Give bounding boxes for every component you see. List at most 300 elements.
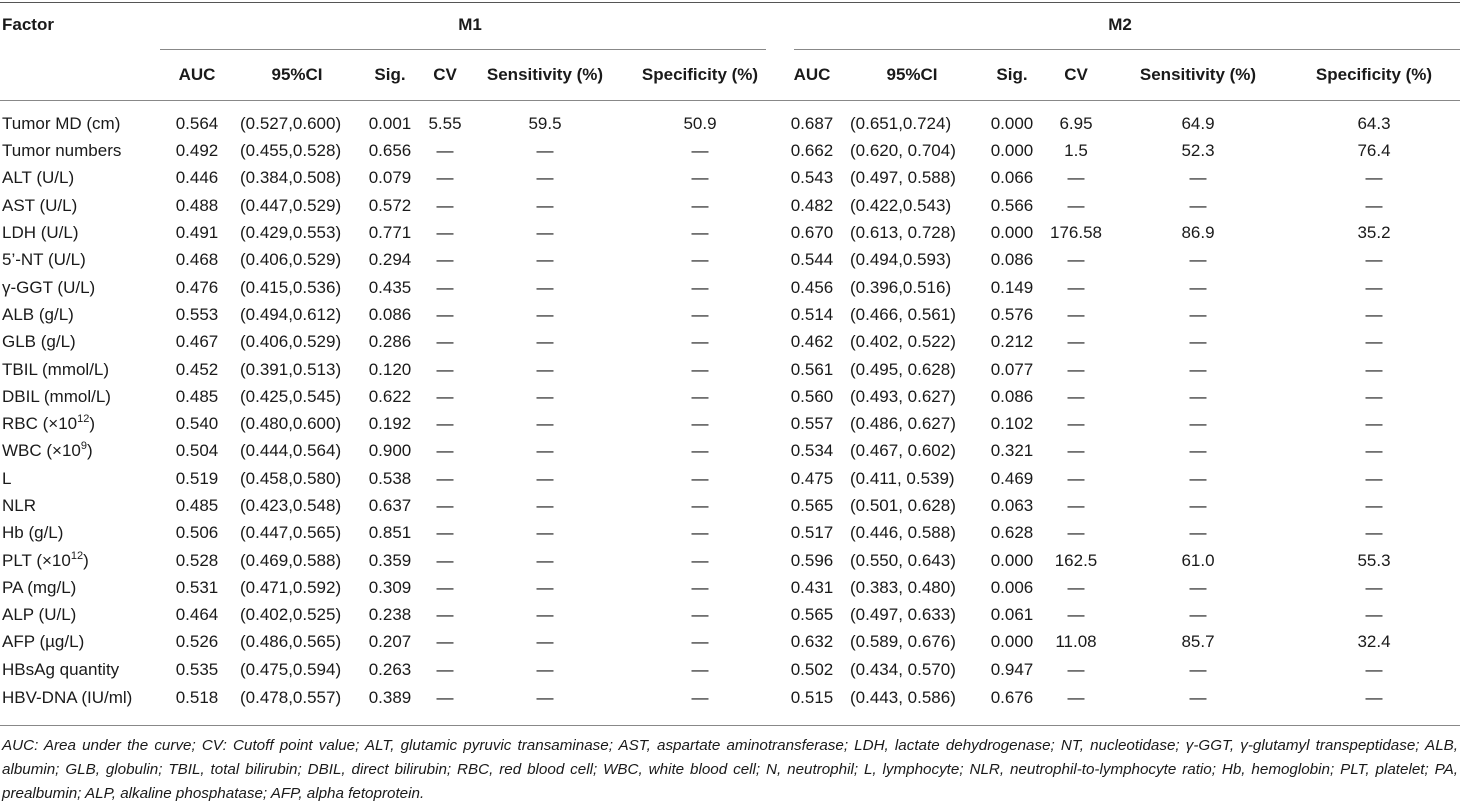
- m1-ci-cell: (0.423,0.548): [240, 496, 342, 515]
- m1-auc-cell: 0.528: [175, 550, 219, 570]
- m2-ci-cell: (0.495, 0.628): [850, 359, 956, 379]
- m2-ci-cell: (0.501, 0.628): [850, 496, 956, 515]
- factor-cell: [0, 383, 160, 410]
- m2-specificity-cell: 35.2: [1357, 223, 1391, 243]
- m2-specificity-cell: —: [1365, 250, 1383, 270]
- m1-specificity-cell: —: [691, 441, 709, 461]
- m1-sig-cell: 0.656: [368, 141, 412, 161]
- m2-auc-cell: 0.632: [790, 632, 834, 652]
- table-row: [0, 383, 1460, 410]
- m2-specificity-cell: —: [1365, 386, 1383, 406]
- m2-auc-cell: 0.670: [790, 223, 834, 243]
- m1-specificity-cell: —: [691, 195, 709, 215]
- m2-cv-cell: —: [1067, 332, 1085, 352]
- m1-specificity-cell: —: [691, 168, 709, 188]
- m2-sig-cell: 0.576: [990, 304, 1034, 324]
- m2-sig-cell: 0.000: [990, 632, 1034, 652]
- m1-sig-cell: 0.359: [368, 550, 412, 570]
- m1-cv-cell: —: [436, 223, 454, 243]
- m1-specificity-cell: —: [691, 550, 709, 570]
- m1-specificity-cell: —: [691, 250, 709, 270]
- m1-specificity-cell: 50.9: [683, 113, 717, 133]
- m2-sensitivity-cell: 61.0: [1181, 550, 1215, 570]
- m2-cv-cell: —: [1067, 195, 1085, 215]
- factor-label: TBIL (mmol/L): [2, 359, 110, 379]
- m1-auc-cell: 0.464: [175, 605, 219, 625]
- m1-auc-cell: 0.485: [175, 386, 219, 406]
- factor-cell: [0, 574, 160, 601]
- table-row: [0, 328, 1460, 355]
- m1-ci-cell: (0.402,0.525): [240, 605, 342, 625]
- factor-label: AST (U/L): [2, 195, 78, 215]
- m1-auc-cell: 0.553: [175, 304, 219, 324]
- factor-cell: [0, 465, 160, 492]
- m1-specificity-cell: —: [691, 468, 709, 488]
- bottom-rule: [0, 725, 1460, 726]
- m1-cv-cell: 5.55: [428, 113, 462, 133]
- group-header-m1: M1: [160, 0, 780, 50]
- factor-label: HBsAg quantity: [2, 659, 120, 679]
- factor-cell: [0, 656, 160, 683]
- m2-sig-cell: 0.628: [990, 523, 1034, 543]
- m1-auc-cell: 0.468: [175, 250, 219, 270]
- m1-cv-cell: —: [436, 659, 454, 679]
- m2-auc-cell: 0.565: [790, 605, 834, 625]
- m2-auc-cell: 0.475: [790, 468, 834, 488]
- m2-sig-cell: 0.006: [990, 577, 1034, 597]
- m1-sensitivity-cell: —: [536, 632, 554, 652]
- m1-specificity-cell: —: [691, 496, 709, 515]
- m1-sensitivity-cell: —: [536, 332, 554, 352]
- factor-label: Tumor MD (cm): [2, 113, 121, 133]
- m2-sig-cell: 0.000: [990, 550, 1034, 570]
- m2-ci-cell: (0.396,0.516): [850, 277, 952, 297]
- factor-cell: [0, 101, 160, 138]
- m1-sig-cell: 0.771: [368, 223, 412, 243]
- factor-suffix: ): [83, 550, 89, 570]
- m1-sig-cell: 0.435: [368, 277, 412, 297]
- m2-sig-cell: 0.469: [990, 468, 1034, 488]
- m2-sig-cell: 0.102: [990, 414, 1034, 434]
- factor-label: L: [2, 468, 12, 488]
- m2-ci-cell: (0.497, 0.633): [850, 605, 956, 625]
- m1-auc-cell: 0.452: [175, 359, 219, 379]
- m1-sig-cell: 0.294: [368, 250, 412, 270]
- m1-sig-cell: 0.637: [368, 496, 412, 515]
- m2-specificity-cell: —: [1365, 414, 1383, 434]
- m1-sensitivity-cell: —: [536, 168, 554, 188]
- m1-cv-cell: —: [436, 468, 454, 488]
- m1-ci-cell: (0.455,0.528): [240, 141, 342, 161]
- factor-label: PA (mg/L): [2, 577, 77, 597]
- m2-cv-cell: —: [1067, 659, 1085, 679]
- m1-cv-cell: —: [436, 359, 454, 379]
- m2-specificity-cell: 55.3: [1357, 550, 1391, 570]
- m1-sensitivity-cell: —: [536, 195, 554, 215]
- factor-exponent: 12: [77, 413, 90, 426]
- m1-sig-cell: 0.572: [368, 195, 412, 215]
- m1-specificity-cell: —: [691, 632, 709, 652]
- m1-cv-cell: —: [436, 195, 454, 215]
- m2-auc-cell: 0.543: [790, 168, 834, 188]
- m1-ci-cell: (0.480,0.600): [240, 414, 342, 434]
- m2-sig-cell: 0.000: [990, 223, 1034, 243]
- m1-cv-cell: —: [436, 414, 454, 434]
- table-row: [0, 219, 1460, 246]
- m1-ci-cell: (0.384,0.508): [240, 168, 342, 188]
- factor-suffix: ): [89, 414, 96, 434]
- m2-cv-cell: —: [1067, 468, 1085, 488]
- m1-ci-cell: (0.447,0.529): [240, 195, 342, 215]
- m2-specificity-cell: —: [1365, 332, 1383, 352]
- m2-cv-cell: —: [1067, 688, 1085, 708]
- m1-sig-cell: 0.120: [368, 359, 412, 379]
- m2-sensitivity-cell: —: [1189, 168, 1207, 188]
- m1-cv-cell: —: [436, 550, 454, 570]
- m1-sensitivity-cell: —: [536, 414, 554, 434]
- m1-auc-cell: 0.531: [175, 577, 219, 597]
- m1-sensitivity-cell: —: [536, 577, 554, 597]
- table-row: [0, 137, 1460, 164]
- table-row: [0, 628, 1460, 655]
- m1-specificity-cell: —: [691, 577, 709, 597]
- m2-specificity-cell: —: [1365, 168, 1383, 188]
- m1-sensitivity-cell: —: [536, 550, 554, 570]
- m1-sig-cell: 0.900: [368, 441, 412, 461]
- m1-sig-cell: 0.622: [368, 386, 412, 406]
- factor-cell: [0, 137, 160, 164]
- m2-sensitivity-cell: —: [1189, 605, 1207, 625]
- column-header-ci: 95%CI: [234, 50, 360, 101]
- m1-cv-cell: —: [436, 250, 454, 270]
- m1-ci-cell: (0.494,0.612): [240, 304, 342, 324]
- factor-label: NLR: [2, 496, 37, 515]
- m2-specificity-cell: —: [1365, 688, 1383, 708]
- m1-ci-cell: (0.391,0.513): [240, 359, 342, 379]
- m2-specificity-cell: —: [1365, 605, 1383, 625]
- m1-sensitivity-cell: —: [536, 277, 554, 297]
- m1-sensitivity-cell: —: [536, 441, 554, 461]
- m1-sig-cell: 0.389: [368, 688, 412, 708]
- m1-sig-cell: 0.192: [368, 414, 412, 434]
- m2-ci-cell: (0.497, 0.588): [850, 168, 956, 188]
- m2-cv-cell: 6.95: [1059, 113, 1093, 133]
- m1-sensitivity-cell: —: [536, 304, 554, 324]
- table-row: [0, 574, 1460, 601]
- m2-cv-cell: —: [1067, 577, 1085, 597]
- factor-cell: [0, 410, 160, 437]
- m2-auc-cell: 0.502: [790, 659, 834, 679]
- m1-sensitivity-cell: —: [536, 523, 554, 543]
- m1-specificity-cell: —: [691, 277, 709, 297]
- m2-specificity-cell: 32.4: [1357, 632, 1391, 652]
- m1-sig-cell: 0.001: [368, 113, 412, 133]
- m1-ci-cell: (0.486,0.565): [240, 632, 342, 652]
- m2-ci-cell: (0.589, 0.676): [850, 632, 956, 652]
- m2-auc-cell: 0.662: [790, 141, 834, 161]
- m2-cv-cell: —: [1067, 386, 1085, 406]
- m1-cv-cell: —: [436, 304, 454, 324]
- m1-sensitivity-cell: 59.5: [528, 113, 562, 133]
- m1-auc-cell: 0.506: [175, 523, 219, 543]
- m2-specificity-cell: —: [1365, 441, 1383, 461]
- m2-sig-cell: 0.566: [990, 195, 1034, 215]
- factor-cell: [0, 164, 160, 191]
- m2-specificity-cell: —: [1365, 523, 1383, 543]
- factor-cell: [0, 683, 160, 721]
- m2-specificity-cell: —: [1365, 496, 1383, 515]
- m2-ci-cell: (0.466, 0.561): [850, 304, 956, 324]
- m2-sensitivity-cell: —: [1189, 332, 1207, 352]
- table-row: [0, 437, 1460, 464]
- m2-auc-cell: 0.557: [790, 414, 834, 434]
- m2-auc-cell: 0.534: [790, 441, 834, 461]
- m2-cv-cell: —: [1067, 250, 1085, 270]
- m2-sensitivity-cell: 85.7: [1181, 632, 1215, 652]
- m1-specificity-cell: —: [691, 141, 709, 161]
- m2-ci-cell: (0.422,0.543): [850, 195, 952, 215]
- table-row: [0, 273, 1460, 300]
- m1-sensitivity-cell: —: [536, 688, 554, 708]
- m1-sensitivity-cell: —: [536, 468, 554, 488]
- m1-sensitivity-cell: —: [536, 141, 554, 161]
- table-row: [0, 164, 1460, 191]
- m1-ci-cell: (0.469,0.588): [240, 550, 342, 570]
- m2-ci-cell: (0.446, 0.588): [850, 523, 956, 543]
- m2-sig-cell: 0.063: [990, 496, 1034, 515]
- m2-auc-cell: 0.456: [790, 277, 834, 297]
- m2-sensitivity-cell: —: [1189, 441, 1207, 461]
- m2-sensitivity-cell: —: [1189, 577, 1207, 597]
- m2-ci-cell: (0.493, 0.627): [850, 386, 956, 406]
- factor-label: ALT (U/L): [2, 168, 75, 188]
- m1-cv-cell: —: [436, 496, 454, 515]
- table-row: [0, 410, 1460, 437]
- m1-sig-cell: 0.238: [368, 605, 412, 625]
- m1-cv-cell: —: [436, 688, 454, 708]
- m1-ci-cell: (0.425,0.545): [240, 386, 342, 406]
- m1-specificity-cell: —: [691, 359, 709, 379]
- m2-sig-cell: 0.676: [990, 688, 1034, 708]
- m1-specificity-cell: —: [691, 304, 709, 324]
- table-body: [0, 101, 1460, 721]
- m2-cv-cell: —: [1067, 496, 1085, 515]
- table-row: [0, 683, 1460, 721]
- m1-sensitivity-cell: —: [536, 359, 554, 379]
- m1-ci-cell: (0.429,0.553): [240, 223, 342, 243]
- factor-label: DBIL (mmol/L): [2, 386, 111, 406]
- m2-sig-cell: 0.000: [990, 141, 1034, 161]
- m2-sensitivity-cell: —: [1189, 688, 1207, 708]
- m1-sensitivity-cell: —: [536, 223, 554, 243]
- m1-auc-cell: 0.540: [175, 414, 219, 434]
- factor-cell: [0, 628, 160, 655]
- m1-specificity-cell: —: [691, 605, 709, 625]
- m1-auc-cell: 0.476: [175, 277, 219, 297]
- m1-sensitivity-cell: —: [536, 386, 554, 406]
- factor-suffix: ): [87, 441, 93, 461]
- m1-specificity-cell: —: [691, 414, 709, 434]
- m2-cv-cell: —: [1067, 523, 1085, 543]
- m2-ci-cell: (0.550, 0.643): [850, 550, 956, 570]
- m2-cv-cell: —: [1067, 414, 1085, 434]
- m1-auc-cell: 0.535: [175, 659, 219, 679]
- m2-sig-cell: 0.321: [990, 441, 1034, 461]
- factor-label: AFP (µg/L): [2, 632, 85, 652]
- m2-ci-cell: (0.651,0.724): [850, 113, 952, 133]
- m2-sig-cell: 0.061: [990, 605, 1034, 625]
- m1-specificity-cell: —: [691, 223, 709, 243]
- m1-ci-cell: (0.475,0.594): [240, 659, 342, 679]
- factor-label: 5’-NT (U/L): [2, 250, 86, 270]
- m1-sig-cell: 0.286: [368, 332, 412, 352]
- m1-sensitivity-cell: —: [536, 659, 554, 679]
- m2-auc-cell: 0.482: [790, 195, 834, 215]
- factor-cell: [0, 219, 160, 246]
- factor-cell: [0, 192, 160, 219]
- column-header-sig: Sig.: [360, 50, 420, 101]
- m2-auc-cell: 0.687: [790, 113, 834, 133]
- m2-sensitivity-cell: —: [1189, 414, 1207, 434]
- table-row: [0, 546, 1460, 573]
- m1-specificity-cell: —: [691, 688, 709, 708]
- m2-cv-cell: —: [1067, 441, 1085, 461]
- m2-sensitivity-cell: —: [1189, 277, 1207, 297]
- table-row: [0, 656, 1460, 683]
- m2-sig-cell: 0.149: [990, 277, 1034, 297]
- m1-cv-cell: —: [436, 277, 454, 297]
- m1-sig-cell: 0.851: [368, 523, 412, 543]
- column-header-auc: AUC: [160, 50, 234, 101]
- m2-cv-cell: 162.5: [1054, 550, 1098, 570]
- m2-ci-cell: (0.383, 0.480): [850, 577, 956, 597]
- m2-ci-cell: (0.443, 0.586): [850, 688, 956, 708]
- m1-cv-cell: —: [436, 605, 454, 625]
- m2-sig-cell: 0.947: [990, 659, 1034, 679]
- group-header-m2: M2: [780, 0, 1460, 50]
- factor-label: ALB (g/L): [2, 304, 74, 324]
- m1-ci-cell: (0.406,0.529): [240, 250, 342, 270]
- m1-ci-cell: (0.447,0.565): [240, 523, 342, 543]
- m2-cv-cell: —: [1067, 359, 1085, 379]
- m2-sensitivity-cell: —: [1189, 468, 1207, 488]
- m1-cv-cell: —: [436, 332, 454, 352]
- factor-cell: [0, 273, 160, 300]
- factor-cell: [0, 355, 160, 382]
- m2-auc-cell: 0.431: [790, 577, 834, 597]
- m1-ci-cell: (0.406,0.529): [240, 332, 342, 352]
- m2-sensitivity-cell: 52.3: [1181, 141, 1215, 161]
- m2-auc-cell: 0.515: [790, 688, 834, 708]
- factor-cell: [0, 519, 160, 546]
- m1-cv-cell: —: [436, 441, 454, 461]
- factor-label: PLT (×10: [2, 550, 71, 570]
- m2-auc-cell: 0.462: [790, 332, 834, 352]
- m1-ci-cell: (0.527,0.600): [240, 113, 342, 133]
- footnote: AUC: Area under the curve; CV: Cutoff point value; ALT, glutamic pyruvic transaminase; AST, aspartate aminotransferase; LDH, lactate dehydrogenase; NT, nucleotidase; γ-GGT, γ-glutamyl transpeptidase; ALB, albumin; GLB, globulin; TBIL, total bilirubin; DBIL, direct bilirubin; RBC, red blood cell; WBC, white blood cell; N, neutrophil; L, lymphocyte; NLR, neutrophil-to-lymphocyte ratio; Hb, hemoglobin; PLT, platelet; PA, prealbumin; ALP, alkaline phosphatase; AFP, alpha fetoprotein.: [2, 737, 1458, 802]
- m1-cv-cell: —: [436, 168, 454, 188]
- factor-cell: [0, 437, 160, 464]
- m2-specificity-cell: 76.4: [1357, 141, 1391, 161]
- m1-sensitivity-cell: —: [536, 250, 554, 270]
- m1-specificity-cell: —: [691, 332, 709, 352]
- m1-sig-cell: 0.207: [368, 632, 412, 652]
- m2-specificity-cell: —: [1365, 577, 1383, 597]
- m2-cv-cell: —: [1067, 277, 1085, 297]
- table-row: [0, 601, 1460, 628]
- column-header-cv: CV: [1044, 50, 1108, 101]
- m1-cv-cell: —: [436, 632, 454, 652]
- m2-specificity-cell: —: [1365, 195, 1383, 215]
- m1-cv-cell: —: [436, 386, 454, 406]
- m2-sensitivity-cell: —: [1189, 523, 1207, 543]
- m2-auc-cell: 0.596: [790, 550, 834, 570]
- m2-ci-cell: (0.467, 0.602): [850, 441, 956, 461]
- m1-ci-cell: (0.444,0.564): [240, 441, 342, 461]
- factor-exponent: 12: [70, 549, 84, 562]
- m2-specificity-cell: —: [1365, 359, 1383, 379]
- m1-ci-cell: (0.471,0.592): [240, 577, 342, 597]
- m1-ci-cell: (0.458,0.580): [240, 468, 342, 488]
- m1-auc-cell: 0.518: [175, 688, 219, 708]
- table-row: [0, 519, 1460, 546]
- column-header-specificity: Specificity (%): [620, 50, 780, 101]
- m2-sensitivity-cell: 86.9: [1181, 223, 1215, 243]
- factor-label: WBC (×10: [2, 441, 81, 461]
- m2-ci-cell: (0.620, 0.704): [850, 141, 956, 161]
- table-row: [0, 301, 1460, 328]
- column-header-auc: AUC: [780, 50, 844, 101]
- m1-sensitivity-cell: —: [536, 496, 554, 515]
- factor-cell: [0, 546, 160, 573]
- factor-label: LDH (U/L): [2, 223, 79, 243]
- m2-auc-cell: 0.565: [790, 496, 834, 515]
- column-header-sensitivity: Sensitivity (%): [470, 50, 620, 101]
- m1-auc-cell: 0.526: [175, 632, 219, 652]
- m1-cv-cell: —: [436, 577, 454, 597]
- m1-auc-cell: 0.492: [175, 141, 219, 161]
- factor-exponent: 9: [80, 440, 88, 453]
- column-header-blank: [0, 50, 160, 101]
- m2-sig-cell: 0.066: [990, 168, 1034, 188]
- m2-specificity-cell: —: [1365, 304, 1383, 324]
- m2-sig-cell: 0.086: [990, 386, 1034, 406]
- m1-specificity-cell: —: [691, 523, 709, 543]
- m2-ci-cell: (0.494,0.593): [850, 250, 952, 270]
- m2-ci-cell: (0.486, 0.627): [850, 414, 956, 434]
- column-header-specificity: Specificity (%): [1288, 50, 1460, 101]
- m2-specificity-cell: 64.3: [1357, 113, 1391, 133]
- m1-specificity-cell: —: [691, 386, 709, 406]
- table-row: [0, 492, 1460, 519]
- m2-sig-cell: 0.077: [990, 359, 1034, 379]
- column-header-cv: CV: [420, 50, 470, 101]
- m2-sensitivity-cell: 64.9: [1181, 113, 1215, 133]
- factor-cell: [0, 301, 160, 328]
- column-header-sensitivity: Sensitivity (%): [1108, 50, 1288, 101]
- column-header-sig: Sig.: [980, 50, 1044, 101]
- m2-sensitivity-cell: —: [1189, 304, 1207, 324]
- factor-label: Hb (g/L): [2, 523, 64, 543]
- factor-label: ALP (U/L): [2, 605, 77, 625]
- column-header-ci: 95%CI: [844, 50, 980, 101]
- m1-auc-cell: 0.504: [175, 441, 219, 461]
- table-row: [0, 465, 1460, 492]
- factor-cell: [0, 601, 160, 628]
- m1-auc-cell: 0.485: [175, 496, 219, 515]
- m1-sensitivity-cell: —: [536, 605, 554, 625]
- factor-cell: [0, 328, 160, 355]
